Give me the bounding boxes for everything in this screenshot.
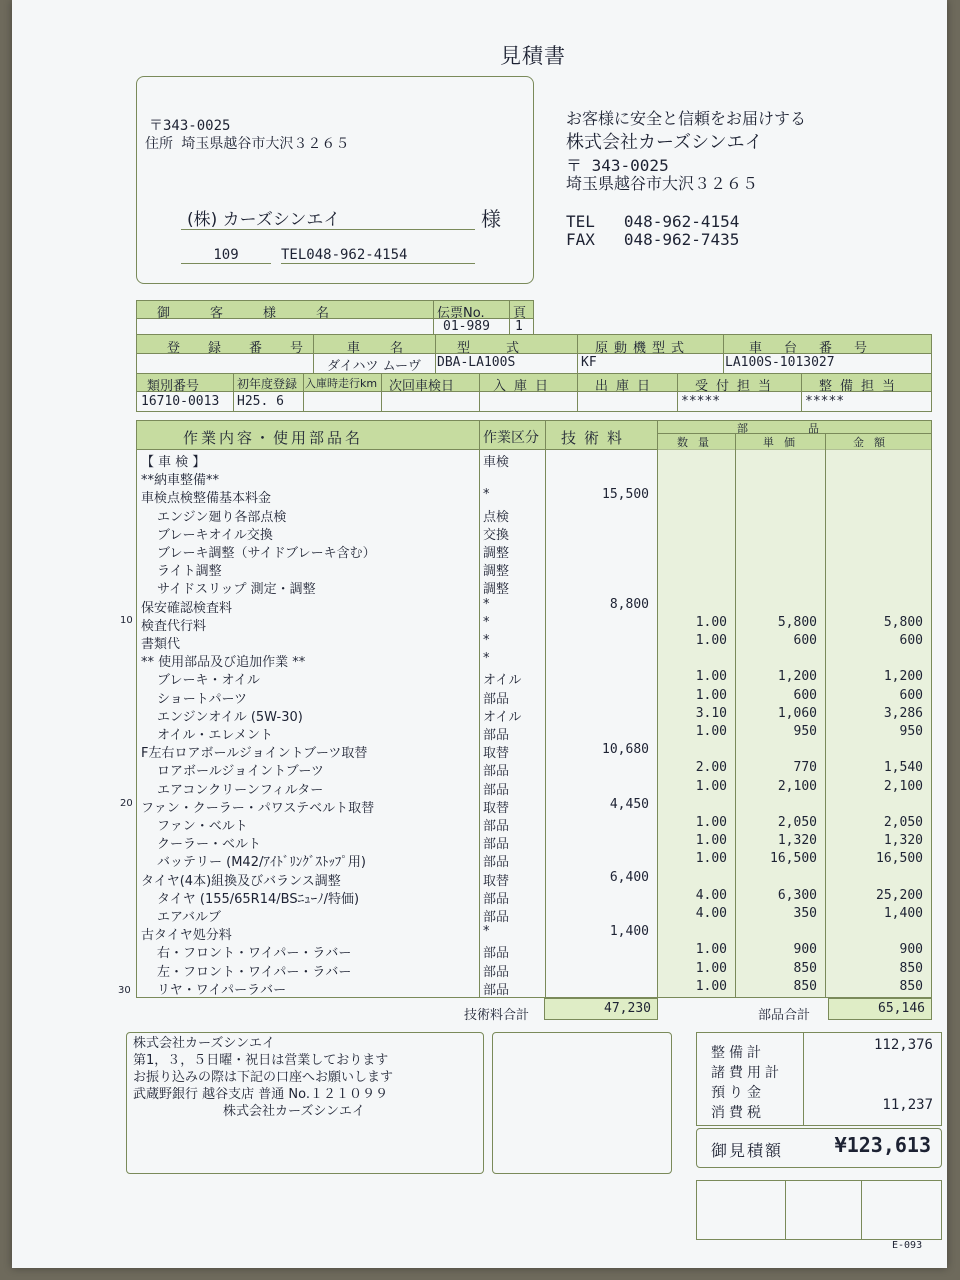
car-name: ダイハツ ムーヴ bbox=[327, 359, 421, 374]
item-description: バッテリー (M42/ｱｲﾄﾞﾘﾝｸﾞｽﾄｯﾌﾟ用) bbox=[157, 855, 366, 871]
item-unit-price: 900 bbox=[793, 942, 817, 958]
item-description: サイドスリップ 測定・調整 bbox=[157, 582, 316, 598]
item-work-type: 部品 bbox=[483, 964, 510, 980]
line-item-row bbox=[137, 687, 929, 705]
item-description: F左右ロアボールジョイントブーツ取替 bbox=[141, 746, 368, 762]
label-class-no: 類別番号 bbox=[147, 379, 200, 394]
item-work-type: * bbox=[483, 596, 490, 612]
item-amount: 850 bbox=[899, 978, 923, 994]
remarks-box bbox=[126, 1032, 484, 1174]
item-amount: 2,050 bbox=[883, 815, 923, 830]
item-technical-fee: 10,680 bbox=[602, 742, 649, 758]
line-item-row bbox=[137, 978, 929, 996]
label-page: 頁 bbox=[513, 306, 527, 321]
line-item-row bbox=[137, 960, 929, 978]
shop-name: 株式会社カーズシンエイ bbox=[566, 132, 763, 153]
line-item-row bbox=[137, 705, 929, 723]
item-description: リヤ・ワイパーラバー bbox=[157, 982, 287, 998]
item-work-type: 部品 bbox=[483, 819, 510, 834]
item-work-type: * bbox=[483, 633, 490, 648]
label-deposit: 預り金 bbox=[711, 1085, 765, 1101]
item-amount: 3,286 bbox=[883, 705, 923, 721]
mechanic-staff: ***** bbox=[805, 394, 845, 409]
label-mileage: 入庫時走行km bbox=[305, 377, 378, 390]
label-chassis: 車台番号 bbox=[749, 341, 890, 356]
label-engine: 原動機型式 bbox=[595, 341, 691, 356]
item-quantity: 1.00 bbox=[695, 960, 727, 976]
line-item-row bbox=[137, 505, 929, 523]
item-technical-fee: 4,450 bbox=[609, 796, 649, 812]
item-quantity: 4.00 bbox=[695, 887, 727, 903]
item-amount: 1,200 bbox=[883, 669, 923, 685]
item-work-type: 取替 bbox=[483, 746, 510, 762]
line-item-row bbox=[137, 905, 929, 923]
item-unit-price: 850 bbox=[793, 960, 817, 976]
item-description: 右・フロント・ワイパー・ラバー bbox=[157, 946, 352, 962]
item-quantity: 1.00 bbox=[695, 687, 727, 703]
item-amount: 1,540 bbox=[883, 760, 923, 776]
customer-address: 住所 埼玉県越谷市大沢３２６５ bbox=[145, 136, 350, 152]
line-item-row bbox=[137, 468, 929, 489]
line-item-row bbox=[137, 796, 929, 814]
item-description: ロアボールジョイントブーツ bbox=[157, 764, 324, 780]
label-maintenance-total: 整備計 bbox=[711, 1045, 765, 1061]
line-item-row bbox=[137, 486, 929, 507]
line-item-row bbox=[137, 814, 929, 832]
label-reception: 受付担当 bbox=[695, 379, 780, 394]
col-work-type: 作業区分 bbox=[483, 430, 539, 446]
shop-postal: 〒 343-0025 bbox=[566, 156, 669, 175]
item-unit-price: 600 bbox=[793, 633, 817, 648]
tech-total: 47,230 bbox=[604, 1001, 651, 1016]
line-item-row bbox=[137, 668, 929, 689]
item-quantity: 1.00 bbox=[695, 778, 727, 794]
label-customer-name: 御客様名 bbox=[157, 306, 370, 321]
item-description: エンジン廻り各部点検 bbox=[157, 509, 287, 525]
class-no: 16710-0013 bbox=[141, 394, 220, 409]
page-no: 1 bbox=[515, 319, 523, 334]
item-amount: 600 bbox=[899, 633, 923, 648]
item-work-type: 部品 bbox=[483, 837, 510, 853]
label-registration: 登録番号 bbox=[167, 341, 332, 356]
customer-tel: TEL048-962-4154 bbox=[281, 247, 475, 264]
item-unit-price: 1,060 bbox=[777, 705, 817, 721]
engine-model: KF bbox=[581, 355, 597, 370]
col-parts: 部品 bbox=[737, 422, 879, 435]
item-unit-price: 1,200 bbox=[777, 669, 817, 685]
item-unit-price: 16,500 bbox=[770, 851, 817, 867]
item-description: 【 車 検 】 bbox=[141, 455, 206, 470]
consumption-tax: 11,237 bbox=[882, 1097, 933, 1113]
reception-staff: ***** bbox=[681, 394, 721, 409]
item-description: **納車整備** bbox=[141, 473, 220, 489]
customer-code: 109 bbox=[181, 247, 271, 264]
item-unit-price: 600 bbox=[793, 687, 817, 703]
summary-box bbox=[696, 1032, 942, 1126]
row-marker-10: 10 bbox=[120, 615, 133, 626]
grand-total-label: 御見積額 bbox=[711, 1141, 784, 1160]
item-work-type: 部品 bbox=[483, 764, 510, 780]
label-slip-no: 伝票No. bbox=[437, 306, 485, 321]
item-description: ** 使用部品及び追加作業 ** bbox=[141, 655, 306, 671]
parts-total-label: 部品合計 bbox=[758, 1008, 811, 1023]
item-amount: 950 bbox=[899, 724, 923, 739]
item-quantity: 3.10 bbox=[695, 705, 727, 721]
label-consumption-tax: 消費税 bbox=[711, 1105, 765, 1121]
line-item-row bbox=[137, 778, 929, 796]
item-work-type: 車検 bbox=[483, 455, 510, 470]
label-out-date: 出庫日 bbox=[595, 379, 659, 394]
item-description: 保安確認検査料 bbox=[141, 600, 233, 616]
item-work-type: 調整 bbox=[483, 546, 510, 561]
item-work-type: 取替 bbox=[483, 873, 510, 889]
slip-no: 01-989 bbox=[443, 319, 490, 334]
item-amount: 1,320 bbox=[883, 833, 923, 849]
item-quantity: 1.00 bbox=[695, 633, 727, 648]
line-item-row bbox=[137, 596, 929, 614]
label-model: 型式 bbox=[457, 341, 556, 356]
item-description: ブレーキ調整（サイドブレーキ含む） bbox=[157, 546, 376, 561]
item-quantity: 2.00 bbox=[695, 760, 727, 776]
customer-postal: 〒343-0025 bbox=[149, 118, 231, 134]
item-work-type: 部品 bbox=[483, 782, 510, 798]
first-registration: H25. 6 bbox=[237, 394, 284, 409]
item-quantity: 4.00 bbox=[695, 906, 727, 921]
parts-total: 65,146 bbox=[878, 1001, 925, 1016]
vehicle-info-grid bbox=[136, 334, 932, 412]
item-description: 車検点検整備基本料金 bbox=[141, 491, 272, 507]
item-description: エアバルブ bbox=[157, 910, 221, 925]
remarks-text: 株式会社カーズシンエイ 第1，３，５日曜・祝日は営業しております お振り込みの際は下記の口座へお願いします 武蔵野銀行 越谷支店 普通 No.１２１０９９ 株式会社カーズシンエイ bbox=[133, 1036, 394, 1119]
maintenance-total: 112,376 bbox=[873, 1037, 933, 1053]
item-technical-fee: 1,400 bbox=[609, 924, 649, 940]
item-quantity: 1.00 bbox=[695, 724, 727, 739]
label-next-inspection: 次回車検日 bbox=[389, 379, 455, 394]
item-work-type: 部品 bbox=[483, 691, 510, 707]
line-item-row bbox=[137, 632, 929, 650]
item-description: ライト調整 bbox=[157, 564, 222, 580]
item-work-type: * bbox=[483, 614, 490, 630]
item-work-type: 部品 bbox=[483, 855, 510, 871]
item-description: エアコンクリーンフィルター bbox=[157, 782, 324, 798]
label-in-date: 入庫日 bbox=[493, 379, 557, 394]
label-car-name: 車名 bbox=[347, 341, 434, 356]
item-work-type: 部品 bbox=[483, 728, 510, 743]
line-item-row bbox=[137, 923, 929, 944]
line-item-row bbox=[137, 887, 929, 905]
customer-name: (株) カーズシンエイ bbox=[187, 210, 341, 230]
item-work-type: 取替 bbox=[483, 800, 510, 816]
item-unit-price: 2,050 bbox=[777, 815, 817, 830]
item-work-type: 調整 bbox=[483, 582, 510, 598]
item-amount: 16,500 bbox=[876, 851, 923, 867]
item-quantity: 1.00 bbox=[695, 833, 727, 849]
line-item-row bbox=[137, 577, 929, 598]
item-work-type: 部品 bbox=[483, 891, 510, 907]
item-quantity: 1.00 bbox=[695, 851, 727, 867]
item-unit-price: 850 bbox=[793, 978, 817, 994]
line-item-row bbox=[137, 523, 929, 541]
form-code: E-093 bbox=[892, 1240, 923, 1251]
item-description: タイヤ (155/65R14/BSﾆｭｰﾉ/特価) bbox=[157, 891, 360, 907]
col-technical-fee: 技術料 bbox=[561, 429, 631, 447]
item-technical-fee: 15,500 bbox=[602, 487, 649, 503]
item-work-type: * bbox=[483, 487, 490, 503]
label-mechanic: 整備担当 bbox=[819, 379, 904, 394]
work-items-table bbox=[136, 420, 932, 998]
line-item-row bbox=[137, 941, 929, 962]
item-work-type: * bbox=[483, 924, 490, 940]
chassis-number: LA100S-1013027 bbox=[725, 355, 835, 370]
row-marker-30: 30 bbox=[118, 985, 131, 996]
item-description: ブレーキオイル交換 bbox=[157, 527, 273, 543]
line-item-row bbox=[137, 614, 929, 632]
col-unit-price: 単価 bbox=[763, 436, 805, 449]
item-description: ファン・ベルト bbox=[157, 819, 248, 834]
item-description: オイル・エレメント bbox=[157, 728, 273, 743]
item-amount: 5,800 bbox=[883, 614, 923, 630]
label-misc-costs: 諸費用計 bbox=[711, 1065, 783, 1081]
item-description: 書類代 bbox=[141, 637, 181, 652]
shop-fax: FAX 048-962-7435 bbox=[566, 230, 740, 249]
line-item-row bbox=[137, 541, 929, 559]
item-work-type: 部品 bbox=[483, 946, 510, 962]
shop-address: 埼玉県越谷市大沢３２６５ bbox=[566, 174, 759, 193]
line-item-row bbox=[137, 723, 929, 741]
item-description: エンジンオイル (5W-30) bbox=[157, 709, 303, 725]
shop-tel: TEL 048-962-4154 bbox=[566, 212, 740, 231]
line-item-row bbox=[137, 559, 929, 580]
customer-info-grid bbox=[136, 300, 534, 336]
item-technical-fee: 8,800 bbox=[609, 596, 649, 612]
line-item-row bbox=[137, 832, 929, 853]
item-work-type: * bbox=[483, 651, 490, 667]
item-unit-price: 6,300 bbox=[777, 887, 817, 903]
document-title: 見積書 bbox=[500, 44, 566, 68]
item-amount: 900 bbox=[899, 942, 923, 958]
item-quantity: 1.00 bbox=[695, 942, 727, 958]
label-first-reg: 初年度登録 bbox=[237, 377, 298, 391]
item-work-type: 点検 bbox=[483, 509, 510, 525]
item-description: クーラー・ベルト bbox=[157, 837, 262, 853]
item-unit-price: 2,100 bbox=[777, 778, 817, 794]
item-description: 古タイヤ処分料 bbox=[141, 928, 232, 944]
item-unit-price: 950 bbox=[793, 724, 817, 739]
item-unit-price: 350 bbox=[793, 906, 817, 921]
item-unit-price: 1,320 bbox=[777, 833, 817, 849]
item-description: ショートパーツ bbox=[157, 691, 247, 707]
col-amount: 金額 bbox=[853, 436, 895, 449]
stamp-box bbox=[492, 1032, 672, 1174]
item-amount: 2,100 bbox=[883, 778, 923, 794]
car-model: DBA-LA100S bbox=[437, 355, 516, 370]
line-item-row bbox=[137, 650, 929, 671]
item-description: タイヤ(4本)組換及びバランス調整 bbox=[141, 873, 341, 889]
item-quantity: 1.00 bbox=[695, 815, 727, 830]
item-amount: 850 bbox=[899, 960, 923, 976]
item-quantity: 1.00 bbox=[695, 614, 727, 630]
grand-total-box bbox=[696, 1128, 942, 1168]
item-technical-fee: 6,400 bbox=[609, 869, 649, 885]
line-item-row bbox=[137, 450, 929, 468]
item-description: ファン・クーラー・パワステベルト取替 bbox=[141, 800, 375, 816]
item-work-type: オイル bbox=[483, 673, 522, 689]
item-quantity: 1.00 bbox=[695, 978, 727, 994]
item-description: 左・フロント・ワイパー・ラバー bbox=[157, 964, 352, 980]
item-work-type: 部品 bbox=[483, 910, 510, 925]
tech-total-label: 技術料合計 bbox=[464, 1008, 530, 1023]
item-amount: 25,200 bbox=[876, 887, 923, 903]
item-quantity: 1.00 bbox=[695, 669, 727, 685]
item-unit-price: 770 bbox=[793, 760, 817, 776]
col-description: 作業内容・使用部品名 bbox=[183, 429, 364, 447]
item-amount: 600 bbox=[899, 687, 923, 703]
item-description: ブレーキ・オイル bbox=[157, 673, 260, 689]
line-item-row bbox=[137, 759, 929, 780]
line-item-row bbox=[137, 850, 929, 871]
shop-slogan: お客様に安全と信頼をお届けする bbox=[566, 109, 807, 128]
item-description: 検査代行料 bbox=[141, 618, 207, 634]
line-item-row bbox=[137, 869, 929, 887]
item-unit-price: 5,800 bbox=[777, 614, 817, 630]
customer-address-box bbox=[136, 76, 534, 284]
seal-boxes bbox=[696, 1180, 942, 1240]
line-item-row bbox=[137, 741, 929, 762]
item-work-type: 調整 bbox=[483, 564, 510, 580]
col-qty: 数量 bbox=[677, 436, 719, 449]
honorific: 様 bbox=[481, 207, 501, 231]
item-work-type: オイル bbox=[483, 709, 522, 725]
line-items bbox=[137, 450, 931, 996]
grand-total: ¥123,613 bbox=[834, 1133, 931, 1157]
item-amount: 1,400 bbox=[883, 906, 923, 921]
item-work-type: 交換 bbox=[483, 527, 510, 543]
row-marker-20: 20 bbox=[120, 798, 133, 809]
item-work-type: 部品 bbox=[483, 982, 510, 998]
